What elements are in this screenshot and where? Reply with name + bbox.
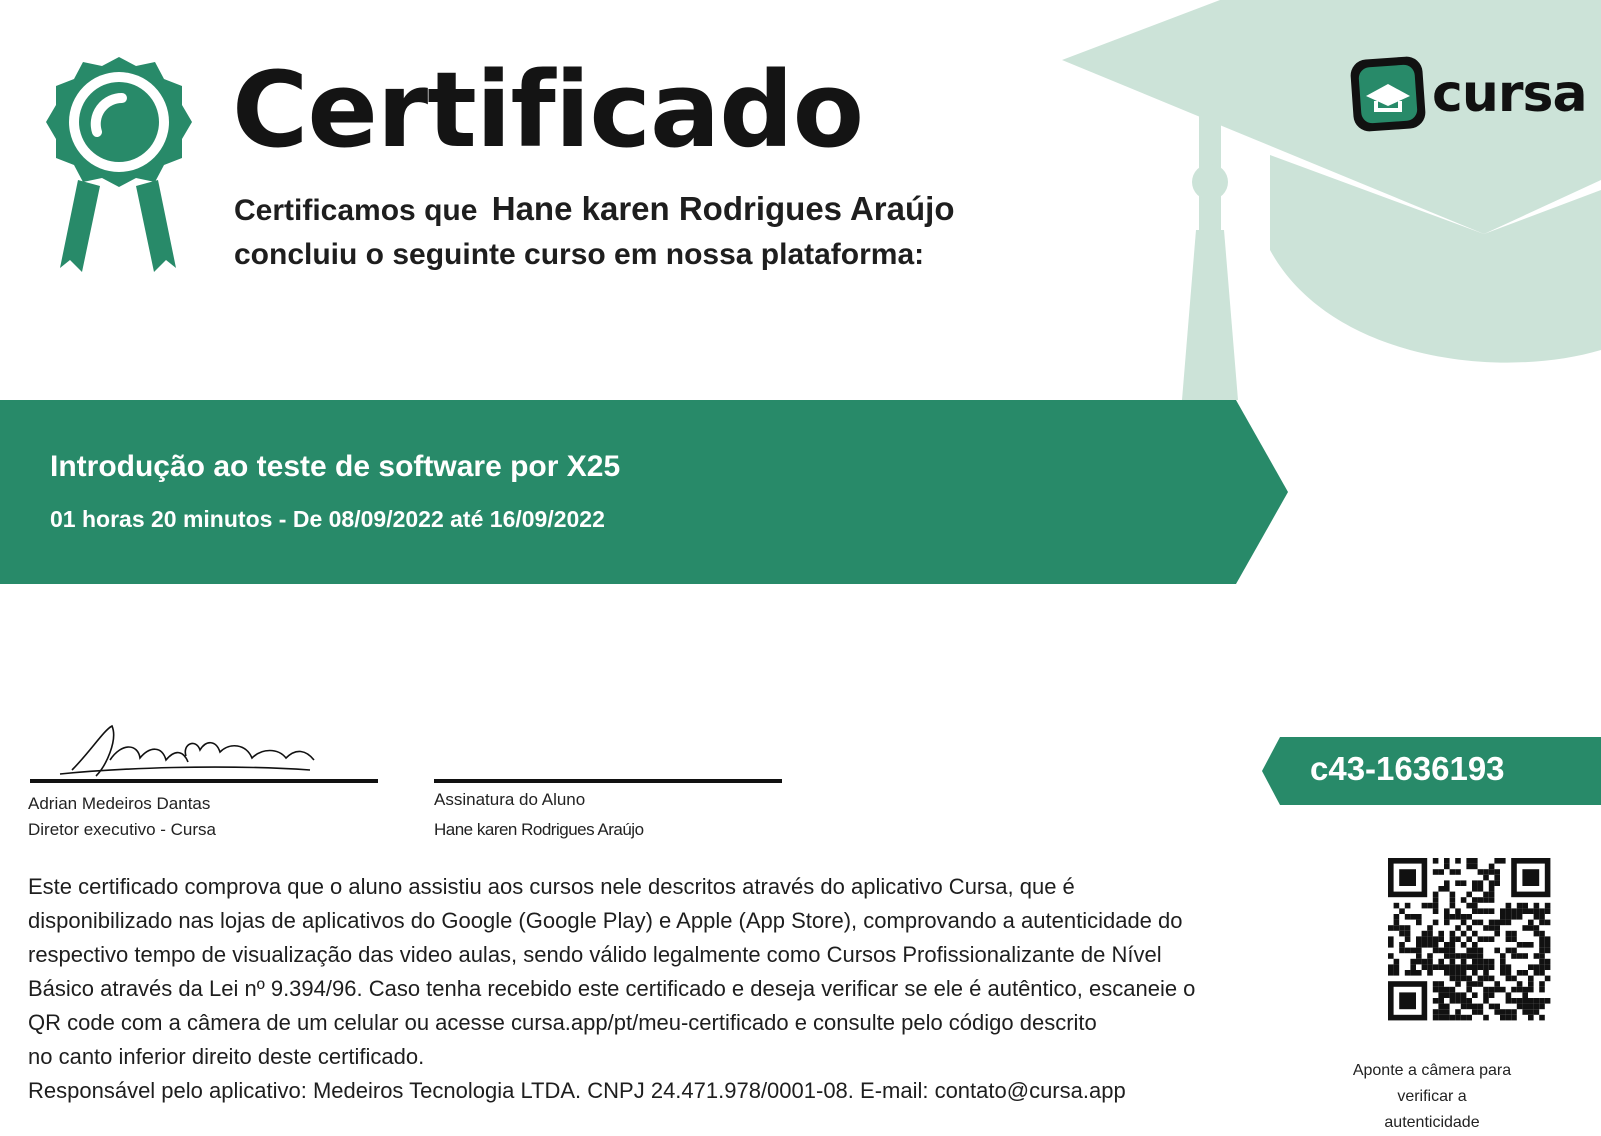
lead-prefix: Certificamos que	[234, 194, 478, 227]
certificate-body	[28, 870, 1328, 1108]
logo-text: cursa	[1432, 64, 1587, 124]
student-name: Hane karen Rodrigues Araújo	[491, 190, 955, 227]
cursa-logo-icon	[1350, 56, 1427, 133]
director-role: Diretor executivo - Cursa	[28, 820, 217, 839]
graduation-cap-icon	[1062, 0, 1601, 400]
student-signature-line	[434, 779, 782, 783]
body-line: Este certificado comprova que o aluno assistiu aos cursos nele descritos através do aplicativo Cursa, que é	[28, 874, 1075, 899]
qr-caption-line: Aponte a câmera para	[1352, 1062, 1512, 1079]
body-line: respectivo tempo de visualização das video aulas, sendo válido legalmente como Cursos Profissionalizante de Nível	[28, 942, 1162, 967]
body-line: disponibilizado nas lojas de aplicativos do Google (Google Play) e Apple (App Store), comprovando a autenticidade do	[28, 908, 1183, 933]
cursa-logo	[1432, 64, 1587, 124]
body-line: Básico através da Lei nº 9.394/96. Caso tenha recebido este certificado e deseja verificar se ele é autêntico, escaneie o	[28, 976, 1196, 1001]
certificate-code: c43-1636193	[1310, 750, 1505, 787]
body-line: Responsável pelo aplicativo: Medeiros Tecnologia LTDA. CNPJ 24.471.978/0001-08. E-mail: contato@cursa.app	[28, 1078, 1126, 1103]
award-seal-icon	[46, 57, 192, 272]
course-duration: 01 horas 20 minutos - De 08/09/2022 até 16/09/2022	[50, 506, 605, 532]
lead-suffix: concluiu o seguinte curso em nossa plataforma:	[234, 238, 925, 271]
director-name: Adrian Medeiros Dantas	[28, 794, 211, 813]
director-signature	[60, 726, 314, 776]
qr-code	[1388, 858, 1550, 1020]
qr-caption-line: verificar a autenticidade	[1384, 1088, 1480, 1131]
body-line: QR code com a câmera de um celular ou acesse cursa.app/pt/meu-certificado e consulte pelo código descrito	[28, 1010, 1097, 1035]
director-signature-line	[30, 779, 378, 783]
course-title: Introdução ao teste de software por X25	[50, 450, 621, 483]
certificate-title: Certificado	[232, 49, 864, 171]
body-line: no canto inferior direito deste certificado.	[28, 1044, 425, 1069]
student-signature-name: Hane karen Rodrigues Araújo	[434, 820, 644, 839]
qr-caption	[1350, 1058, 1514, 1136]
student-signature-label: Assinatura do Aluno	[434, 790, 586, 809]
course-banner	[0, 400, 1288, 584]
lead-line	[234, 190, 954, 228]
